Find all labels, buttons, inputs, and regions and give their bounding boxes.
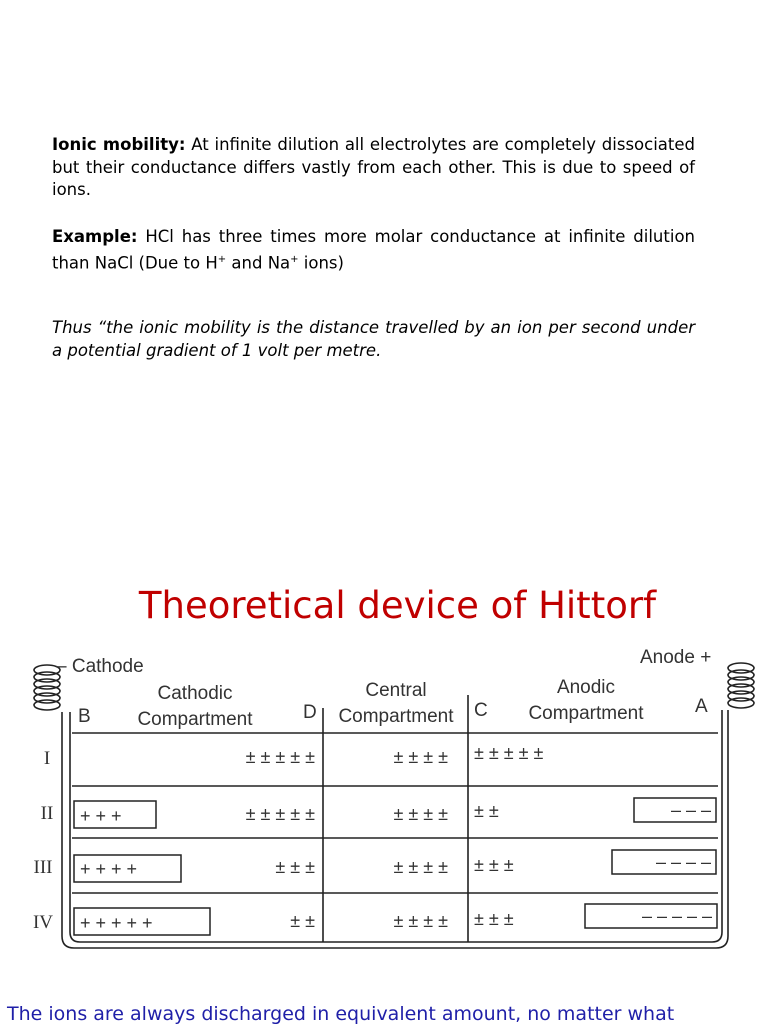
row-iii-central-ions: ± ± ± ± — [393, 857, 448, 877]
row-iv-anodic-ions: ± ± ± — [474, 909, 514, 929]
row-iii-cathode-ions: + + + + — [80, 859, 138, 879]
row-iv-cathodic-ions: ± ± — [290, 911, 315, 931]
slide-title: Theoretical device of Hittorf — [138, 584, 657, 627]
row-iv-cathode-ions: + + + + + — [80, 913, 153, 933]
anodic-compartment-subtitle: Compartment — [528, 703, 644, 724]
example-text-2: and Na — [226, 253, 291, 272]
point-a-label: A — [695, 696, 708, 717]
cathodic-compartment-title: Cathodic — [157, 683, 233, 704]
anode-label: Anode + — [640, 647, 712, 668]
cathode-label: – Cathode — [56, 656, 144, 677]
h-ion-superscript: + — [217, 253, 227, 265]
ionic-mobility-text: At infinite dilution all electrolytes are completely dissociated but their conductance differs vastly from each other. This is due to speed of ions. — [52, 135, 695, 199]
row-iii-anodic-ions: ± ± ± — [474, 855, 514, 875]
point-d-label: D — [303, 702, 317, 723]
row-label-iii: III — [33, 857, 53, 878]
anodic-compartment-title: Anodic — [556, 677, 616, 698]
row-iv-central-ions: ± ± ± ± — [393, 911, 448, 931]
example-text-3: ions) — [298, 253, 344, 272]
row-label-iv: IV — [32, 912, 54, 933]
row-i-anodic-ions: ± ± ± ± ± — [474, 743, 544, 763]
row-ii-anodic-ions: ± ± — [474, 801, 499, 821]
point-c-label: C — [474, 700, 488, 721]
row-iv-anode-ions: – – – – – — [641, 906, 712, 926]
anode-coil-icon — [728, 663, 754, 708]
central-compartment-title: Central — [365, 680, 427, 701]
ionic-mobility-paragraph — [52, 134, 695, 202]
point-b-label: B — [78, 706, 91, 727]
row-ii-cathode-ions: + + + — [80, 806, 122, 826]
footer-text: The ions are always discharged in equivalent amount, no matter what — [7, 1003, 675, 1025]
row-label-i: I — [43, 748, 51, 769]
row-i-central-ions: ± ± ± ± — [393, 747, 448, 767]
row-iii-cathodic-ions: ± ± ± — [275, 857, 315, 877]
row-iii-anode-ions: – – – – — [655, 852, 711, 872]
row-label-ii: II — [40, 803, 54, 824]
row-ii-central-ions: ± ± ± ± — [393, 804, 448, 824]
ionic-mobility-label: Ionic mobility: — [52, 135, 186, 154]
example-label: Example: — [52, 227, 138, 246]
central-compartment-subtitle: Compartment — [338, 706, 454, 727]
na-ion-superscript: + — [290, 253, 299, 265]
row-ii-cathodic-ions: ± ± ± ± ± — [245, 804, 315, 824]
row-ii-anode-ions: – – – — [670, 800, 711, 820]
example-paragraph — [52, 226, 695, 275]
hittorf-diagram — [0, 640, 768, 970]
example-text-1: HCl has three times more molar conductance at infinite dilution than NaCl (Due to H — [52, 227, 695, 272]
definition-paragraph: Thus “the ionic mobility is the distance travelled by an ion per second under a potential gradient of 1 volt per metre. — [52, 318, 695, 360]
row-i-cathodic-ions: ± ± ± ± ± — [245, 747, 315, 767]
cathodic-compartment-subtitle: Compartment — [137, 709, 253, 730]
